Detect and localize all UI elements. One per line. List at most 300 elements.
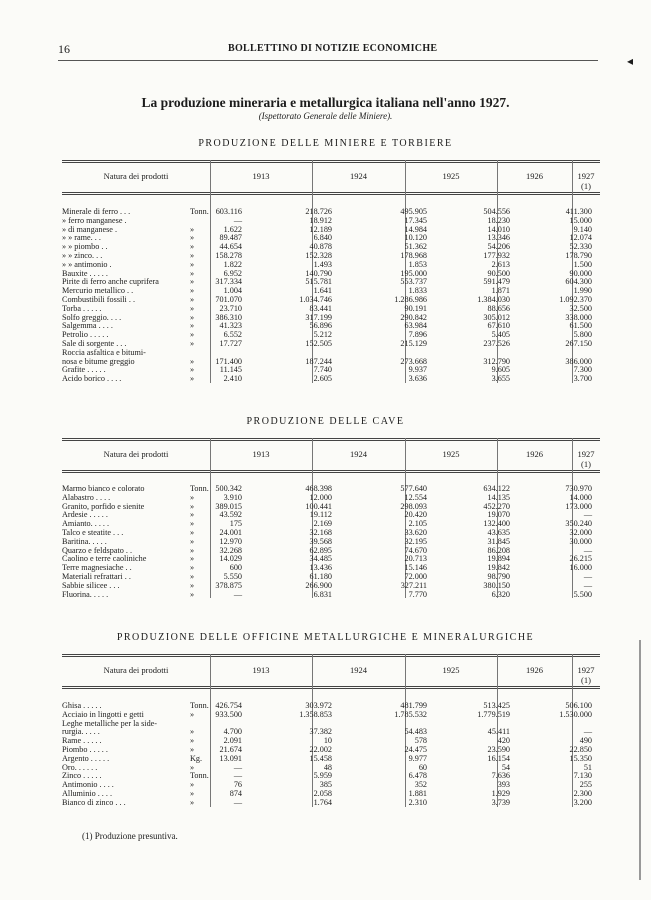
product-name: Marmo bianco e colorato	[62, 484, 145, 493]
unit-label: »	[190, 277, 195, 287]
product-name: Piombo . . . . .	[62, 745, 108, 754]
value-cell: 24.475	[404, 745, 427, 754]
unit-label: Tonn.	[190, 484, 209, 493]
value-cell: 40.878	[309, 242, 332, 252]
value-cell: 1.641	[313, 286, 332, 296]
value-cell: 266.900	[305, 580, 332, 590]
page-title: La produzione mineraria e metallurgica italiana nell'anno 1927.	[141, 95, 510, 110]
table-row	[62, 581, 600, 590]
column-header-year: 1925	[442, 171, 460, 181]
value-cell: 60	[418, 762, 427, 772]
value-cell: 604.300	[565, 277, 592, 287]
value-cell: 31.845	[487, 536, 510, 546]
table-row	[62, 763, 600, 772]
value-cell: 578	[414, 736, 427, 746]
section-title: PRODUZIONE DELLE MINIERE E TORBIERE	[198, 138, 453, 149]
value-cell: 6.952	[223, 268, 242, 278]
production-table	[62, 438, 600, 604]
product-name: Pirite di ferro anche cuprifera	[62, 277, 159, 287]
column-header-product: Natura dei prodotti	[103, 665, 169, 675]
production-table	[62, 654, 600, 813]
table-row	[62, 572, 600, 581]
product-name: Materiali refrattari . .	[62, 572, 131, 581]
journal-name: BOLLETTINO DI NOTIZIE ECONOMICHE	[228, 43, 438, 54]
value-cell: 7.636	[491, 771, 510, 781]
product-name: Ardesie . . . . .	[62, 510, 108, 520]
value-cell: 386.000	[565, 356, 592, 366]
value-cell: 16.154	[487, 753, 510, 763]
product-name: Baritina. . . . .	[62, 536, 107, 546]
value-cell: —	[233, 589, 242, 599]
value-cell: 152.328	[305, 251, 332, 260]
value-cell: 15.350	[569, 753, 592, 763]
table-row	[62, 780, 600, 789]
product-name: » di manganese .	[62, 224, 118, 234]
value-cell: 1.822	[223, 259, 242, 269]
product-name: Mercurio metallico . .	[62, 286, 134, 296]
value-cell: 54	[501, 762, 510, 772]
value-cell: 18.230	[487, 215, 510, 225]
product-name: Terre magnesiache . .	[62, 563, 132, 573]
value-cell: 88.656	[487, 303, 510, 313]
value-cell: 61.180	[309, 572, 332, 581]
unit-label: Tonn.	[190, 701, 209, 710]
value-cell: 10	[323, 736, 332, 746]
value-cell: —	[233, 797, 242, 807]
product-name: Petrolio . . . . .	[62, 330, 109, 340]
table-row	[62, 225, 600, 234]
value-cell: 132.400	[483, 519, 510, 529]
value-cell: 933.500	[215, 709, 242, 719]
value-cell: 3.910	[223, 492, 242, 502]
value-cell: 7.896	[408, 330, 427, 340]
value-cell: 6.320	[491, 589, 510, 599]
table-row	[62, 502, 600, 511]
value-cell: 6.831	[313, 589, 332, 599]
value-cell: 12.554	[404, 492, 427, 502]
unit-label: »	[190, 295, 195, 304]
value-cell: 45.411	[487, 727, 510, 737]
value-cell: 2.410	[223, 374, 242, 384]
value-cell: 12.000	[309, 492, 332, 502]
value-cell: 9.605	[491, 365, 510, 375]
product-name: Rame . . . . .	[62, 736, 102, 746]
value-cell: 1.500	[573, 259, 592, 269]
value-cell: 14.029	[219, 554, 242, 564]
value-cell: 34.485	[309, 554, 332, 564]
value-cell: 273.668	[400, 356, 427, 366]
value-cell: 378.875	[215, 580, 242, 590]
product-name: Fluorina. . . . .	[62, 589, 109, 599]
value-cell: 17.345	[404, 215, 427, 225]
unit-label: »	[190, 572, 195, 581]
product-name: Grafite . . . . .	[62, 365, 106, 375]
unit-label: »	[190, 321, 195, 331]
value-cell: 23.590	[487, 745, 510, 754]
value-cell: 13.091	[219, 753, 242, 763]
margin-arrow-icon: ◂	[626, 54, 633, 68]
value-cell: 577.640	[400, 484, 427, 493]
unit-label: »	[190, 745, 195, 754]
column-header-year: 1924	[350, 665, 367, 675]
value-cell: 1.871	[491, 286, 510, 296]
value-cell: 171.400	[215, 356, 242, 366]
value-cell: 6.840	[313, 233, 332, 243]
value-cell: 15.458	[309, 753, 332, 763]
product-name: Leghe metalliche per la side-	[62, 718, 158, 728]
value-cell: 1.929	[491, 789, 510, 798]
value-cell: 380.150	[483, 580, 510, 590]
value-cell: 20.713	[404, 554, 427, 564]
product-name: Torba . . . . .	[62, 303, 102, 313]
product-name: Acido borico . . . .	[62, 374, 122, 384]
value-cell: 317.334	[215, 277, 242, 287]
table-row	[62, 260, 600, 269]
value-cell: 1.990	[573, 286, 592, 296]
value-cell: —	[583, 572, 592, 581]
table-row	[62, 242, 600, 251]
value-cell: 7.740	[313, 365, 332, 375]
table-row	[62, 330, 600, 339]
table-row	[62, 537, 600, 546]
product-name: Antimonio . . . .	[62, 780, 114, 790]
product-name: Quarzo e feldspato . .	[62, 545, 133, 555]
value-cell: 411.300	[565, 207, 592, 216]
value-cell: 5.212	[313, 330, 332, 340]
product-name: Minerale di ferro . . .	[62, 207, 131, 216]
value-cell: 14.984	[404, 224, 427, 234]
value-cell: 15.146	[404, 563, 427, 573]
value-cell: 39.568	[309, 536, 332, 546]
value-cell: 426.754	[215, 701, 242, 710]
value-cell: 178.968	[400, 251, 427, 260]
value-cell: 89.487	[219, 233, 242, 243]
table-row	[62, 216, 600, 225]
value-cell: 62.895	[309, 545, 332, 555]
value-cell: 76	[233, 780, 242, 790]
product-name: Salgemma . . . .	[62, 321, 113, 331]
value-cell: 11.145	[219, 365, 242, 375]
value-cell: 6.478	[408, 771, 427, 781]
column-header-year: 1913	[252, 171, 270, 181]
column-header-year: 1913	[252, 449, 270, 459]
value-cell: 14.000	[569, 492, 592, 502]
value-cell: 1.384.030	[477, 295, 510, 304]
value-cell: 152.505	[305, 339, 332, 348]
unit-label: »	[190, 374, 195, 384]
product-name: Zinco . . . . .	[62, 771, 102, 781]
table-row	[62, 339, 600, 348]
value-cell: 54.206	[487, 242, 510, 252]
unit-label: »	[190, 501, 195, 511]
value-cell: 83.441	[309, 303, 332, 313]
column-header-year: 1924	[350, 449, 367, 459]
unit-label: »	[190, 709, 195, 719]
value-cell: —	[233, 762, 242, 772]
value-cell: 215.129	[400, 339, 427, 348]
value-cell: 255	[579, 780, 592, 790]
value-cell: 32.168	[309, 528, 332, 537]
table-row	[62, 745, 600, 754]
product-name: Ghisa . . . . .	[62, 701, 102, 710]
value-cell: 19.112	[309, 510, 332, 520]
product-name: Alluminio . . . .	[62, 789, 113, 798]
table-row	[62, 590, 600, 599]
product-name: Argento . . . . .	[62, 753, 110, 763]
unit-label: »	[190, 519, 195, 529]
table-row	[62, 554, 600, 563]
value-cell: 9.937	[408, 365, 427, 375]
value-cell: 553.737	[400, 277, 427, 287]
value-cell: 19.070	[487, 510, 510, 520]
section-title: PRODUZIONE DELLE OFFICINE METALLURGICHE E MINERALURGICHE	[116, 632, 535, 643]
unit-label: »	[190, 268, 195, 278]
table-header	[62, 654, 600, 689]
production-table	[62, 160, 600, 389]
product-name: Bauxite . . . . .	[62, 268, 108, 278]
value-cell: 3.739	[491, 797, 510, 807]
product-name: » » zinco. . .	[62, 251, 103, 260]
value-cell: 500.342	[215, 484, 242, 493]
column-header-year: 1926	[526, 665, 543, 675]
product-name: Acciaio in lingotti e getti	[62, 709, 144, 719]
product-name: » » rame. . .	[62, 233, 101, 243]
header-rule	[58, 60, 598, 61]
value-cell: 12.074	[569, 233, 592, 243]
footnote: (1) Produzione presuntiva.	[82, 831, 178, 841]
table-row	[62, 510, 600, 519]
value-cell: 72.000	[404, 572, 427, 581]
value-cell: —	[233, 215, 242, 225]
table-row	[62, 251, 600, 260]
table-row	[62, 269, 600, 278]
value-cell: 12.189	[309, 224, 332, 234]
value-cell: 591.479	[483, 277, 510, 287]
value-cell: 468.398	[305, 484, 332, 493]
unit-label: »	[190, 589, 195, 599]
table-row	[62, 519, 600, 528]
value-cell: 90.000	[569, 268, 592, 278]
value-cell: 386.310	[215, 312, 242, 322]
column-header-year: 1913	[252, 665, 270, 675]
value-cell: 9.140	[573, 224, 592, 234]
product-name: Caolino e terre caoliniche	[62, 554, 147, 564]
value-cell: 1.530.000	[559, 709, 592, 719]
table-row	[62, 348, 600, 357]
value-cell: 16.000	[569, 563, 592, 573]
value-cell: 158.278	[215, 251, 242, 260]
table-row	[62, 727, 600, 736]
value-cell: 420	[497, 736, 510, 746]
value-cell: 37.382	[309, 727, 332, 737]
unit-label: »	[190, 286, 195, 296]
value-cell: 7.770	[408, 589, 427, 599]
column-header-year: 1925	[442, 665, 460, 675]
table-row	[62, 789, 600, 798]
column-header-year: 1927 (1)	[577, 665, 595, 685]
value-cell: —	[583, 727, 592, 737]
value-cell: 1.881	[408, 789, 427, 798]
value-cell: 701.070	[215, 295, 242, 304]
product-name: Sale di sorgente . . .	[62, 339, 127, 348]
value-cell: 48	[323, 762, 332, 772]
table-row	[62, 493, 600, 502]
value-cell: 2.058	[313, 789, 332, 798]
value-cell: 305.012	[483, 312, 510, 322]
value-cell: 140.790	[305, 268, 332, 278]
value-cell: 26.215	[569, 554, 592, 564]
value-cell: 1.286.986	[394, 295, 427, 304]
value-cell: 495.905	[400, 207, 427, 216]
product-name: Talco e steatite . . .	[62, 528, 124, 537]
value-cell: 1.034.746	[299, 295, 332, 304]
unit-label: »	[190, 736, 195, 746]
table-row	[62, 357, 600, 366]
value-cell: 5.550	[223, 572, 242, 581]
value-cell: 5.800	[573, 330, 592, 340]
value-cell: 63.984	[404, 321, 427, 331]
value-cell: 237.526	[483, 339, 510, 348]
table-row	[62, 771, 600, 780]
value-cell: 312.790	[483, 356, 510, 366]
value-cell: 352	[414, 780, 427, 790]
value-cell: —	[583, 580, 592, 590]
value-cell: 393	[497, 780, 510, 790]
unit-label: »	[190, 510, 195, 520]
value-cell: 338.000	[565, 312, 592, 322]
value-cell: —	[583, 545, 592, 555]
value-cell: 187.244	[305, 356, 332, 366]
section-title: PRODUZIONE DELLE CAVE	[246, 416, 405, 427]
value-cell: 178.790	[565, 251, 592, 260]
value-cell: 19.842	[487, 563, 510, 573]
value-cell: 350.240	[565, 519, 592, 529]
column-header-year: 1927 (1)	[577, 171, 595, 191]
value-cell: 6.552	[223, 330, 242, 340]
value-cell: 14.135	[487, 492, 510, 502]
value-cell: 173.000	[565, 501, 592, 511]
unit-label: »	[190, 365, 195, 375]
value-cell: 41.323	[219, 321, 242, 331]
unit-label: »	[190, 797, 195, 807]
value-cell: 490	[579, 736, 592, 746]
value-cell: 56.896	[309, 321, 332, 331]
value-cell: 10.120	[404, 233, 427, 243]
value-cell: 13.436	[309, 563, 332, 573]
value-cell: 452.270	[483, 501, 510, 511]
table-row	[62, 754, 600, 763]
value-cell: 267.150	[565, 339, 592, 348]
value-cell: 504.556	[483, 207, 510, 216]
value-cell: 2.310	[408, 797, 427, 807]
value-cell: 22.002	[309, 745, 332, 754]
unit-label: »	[190, 528, 195, 537]
value-cell: 385	[319, 780, 332, 790]
unit-label: »	[190, 727, 195, 737]
value-cell: 303.972	[305, 701, 332, 710]
column-header-year: 1925	[442, 449, 460, 459]
value-cell: 3.200	[573, 797, 592, 807]
value-cell: 90.191	[404, 303, 427, 313]
value-cell: 17.727	[219, 339, 242, 348]
unit-label: »	[190, 330, 195, 340]
value-cell: 14.010	[487, 224, 510, 234]
value-cell: 513.425	[483, 701, 510, 710]
table-row	[62, 233, 600, 242]
value-cell: 51	[583, 762, 592, 772]
value-cell: 5.500	[573, 589, 592, 599]
value-cell: 730.970	[565, 484, 592, 493]
table-row	[62, 304, 600, 313]
page-subtitle: (Ispettorato Generale delle Miniere).	[258, 111, 393, 121]
unit-label: »	[190, 545, 195, 555]
table-row	[62, 365, 600, 374]
value-cell: 600	[229, 563, 242, 573]
unit-label: Tonn.	[190, 207, 209, 216]
unit-label: »	[190, 554, 195, 564]
value-cell: 1.853	[408, 259, 427, 269]
value-cell: 21.674	[219, 745, 242, 754]
value-cell: 5.959	[313, 771, 332, 781]
value-cell: —	[583, 510, 592, 520]
value-cell: 218.726	[305, 207, 332, 216]
table-row	[62, 528, 600, 537]
column-header-product: Natura dei prodotti	[103, 171, 169, 181]
value-cell: 2.605	[313, 374, 332, 384]
value-cell: 2.613	[491, 259, 510, 269]
unit-label: »	[190, 251, 195, 260]
value-cell: 98.790	[487, 572, 510, 581]
value-cell: 1.622	[223, 224, 242, 234]
value-cell: 24.001	[219, 528, 242, 537]
table-row	[62, 701, 600, 710]
value-cell: 290.842	[400, 312, 427, 322]
product-name: Sabbie silicee . . .	[62, 580, 120, 590]
unit-label: Tonn.	[190, 771, 209, 781]
value-cell: 2.105	[408, 519, 427, 529]
value-cell: 86.208	[487, 545, 510, 555]
value-cell: 52.330	[569, 242, 592, 252]
table-row	[62, 710, 600, 719]
product-name: Bianco di zinco . . .	[62, 797, 126, 807]
value-cell: 1.779.519	[477, 709, 510, 719]
unit-label: »	[190, 312, 195, 322]
table-row	[62, 719, 600, 728]
value-cell: 2.169	[313, 519, 332, 529]
value-cell: 12.970	[219, 536, 242, 546]
table-row	[62, 321, 600, 330]
value-cell: 67.610	[487, 321, 510, 331]
table-row	[62, 563, 600, 572]
unit-label: »	[190, 356, 195, 366]
product-name: Solfo greggio. . . .	[62, 312, 122, 322]
product-name: Roccia asfaltica e bitumi-	[62, 347, 146, 357]
value-cell: 1.833	[408, 286, 427, 296]
unit-label: »	[190, 242, 195, 252]
column-header-year: 1924	[350, 171, 367, 181]
unit-label: »	[190, 580, 195, 590]
value-cell: 61.500	[569, 321, 592, 331]
value-cell: 1.764	[313, 797, 332, 807]
table-row	[62, 374, 600, 383]
value-cell: 9.977	[408, 753, 427, 763]
product-name: » ferro manganese .	[62, 215, 127, 225]
column-header-year: 1926	[526, 171, 543, 181]
value-cell: 43.635	[487, 528, 510, 537]
unit-label: »	[190, 536, 195, 546]
value-cell: 3.655	[491, 374, 510, 384]
page-number: 16	[58, 42, 70, 56]
